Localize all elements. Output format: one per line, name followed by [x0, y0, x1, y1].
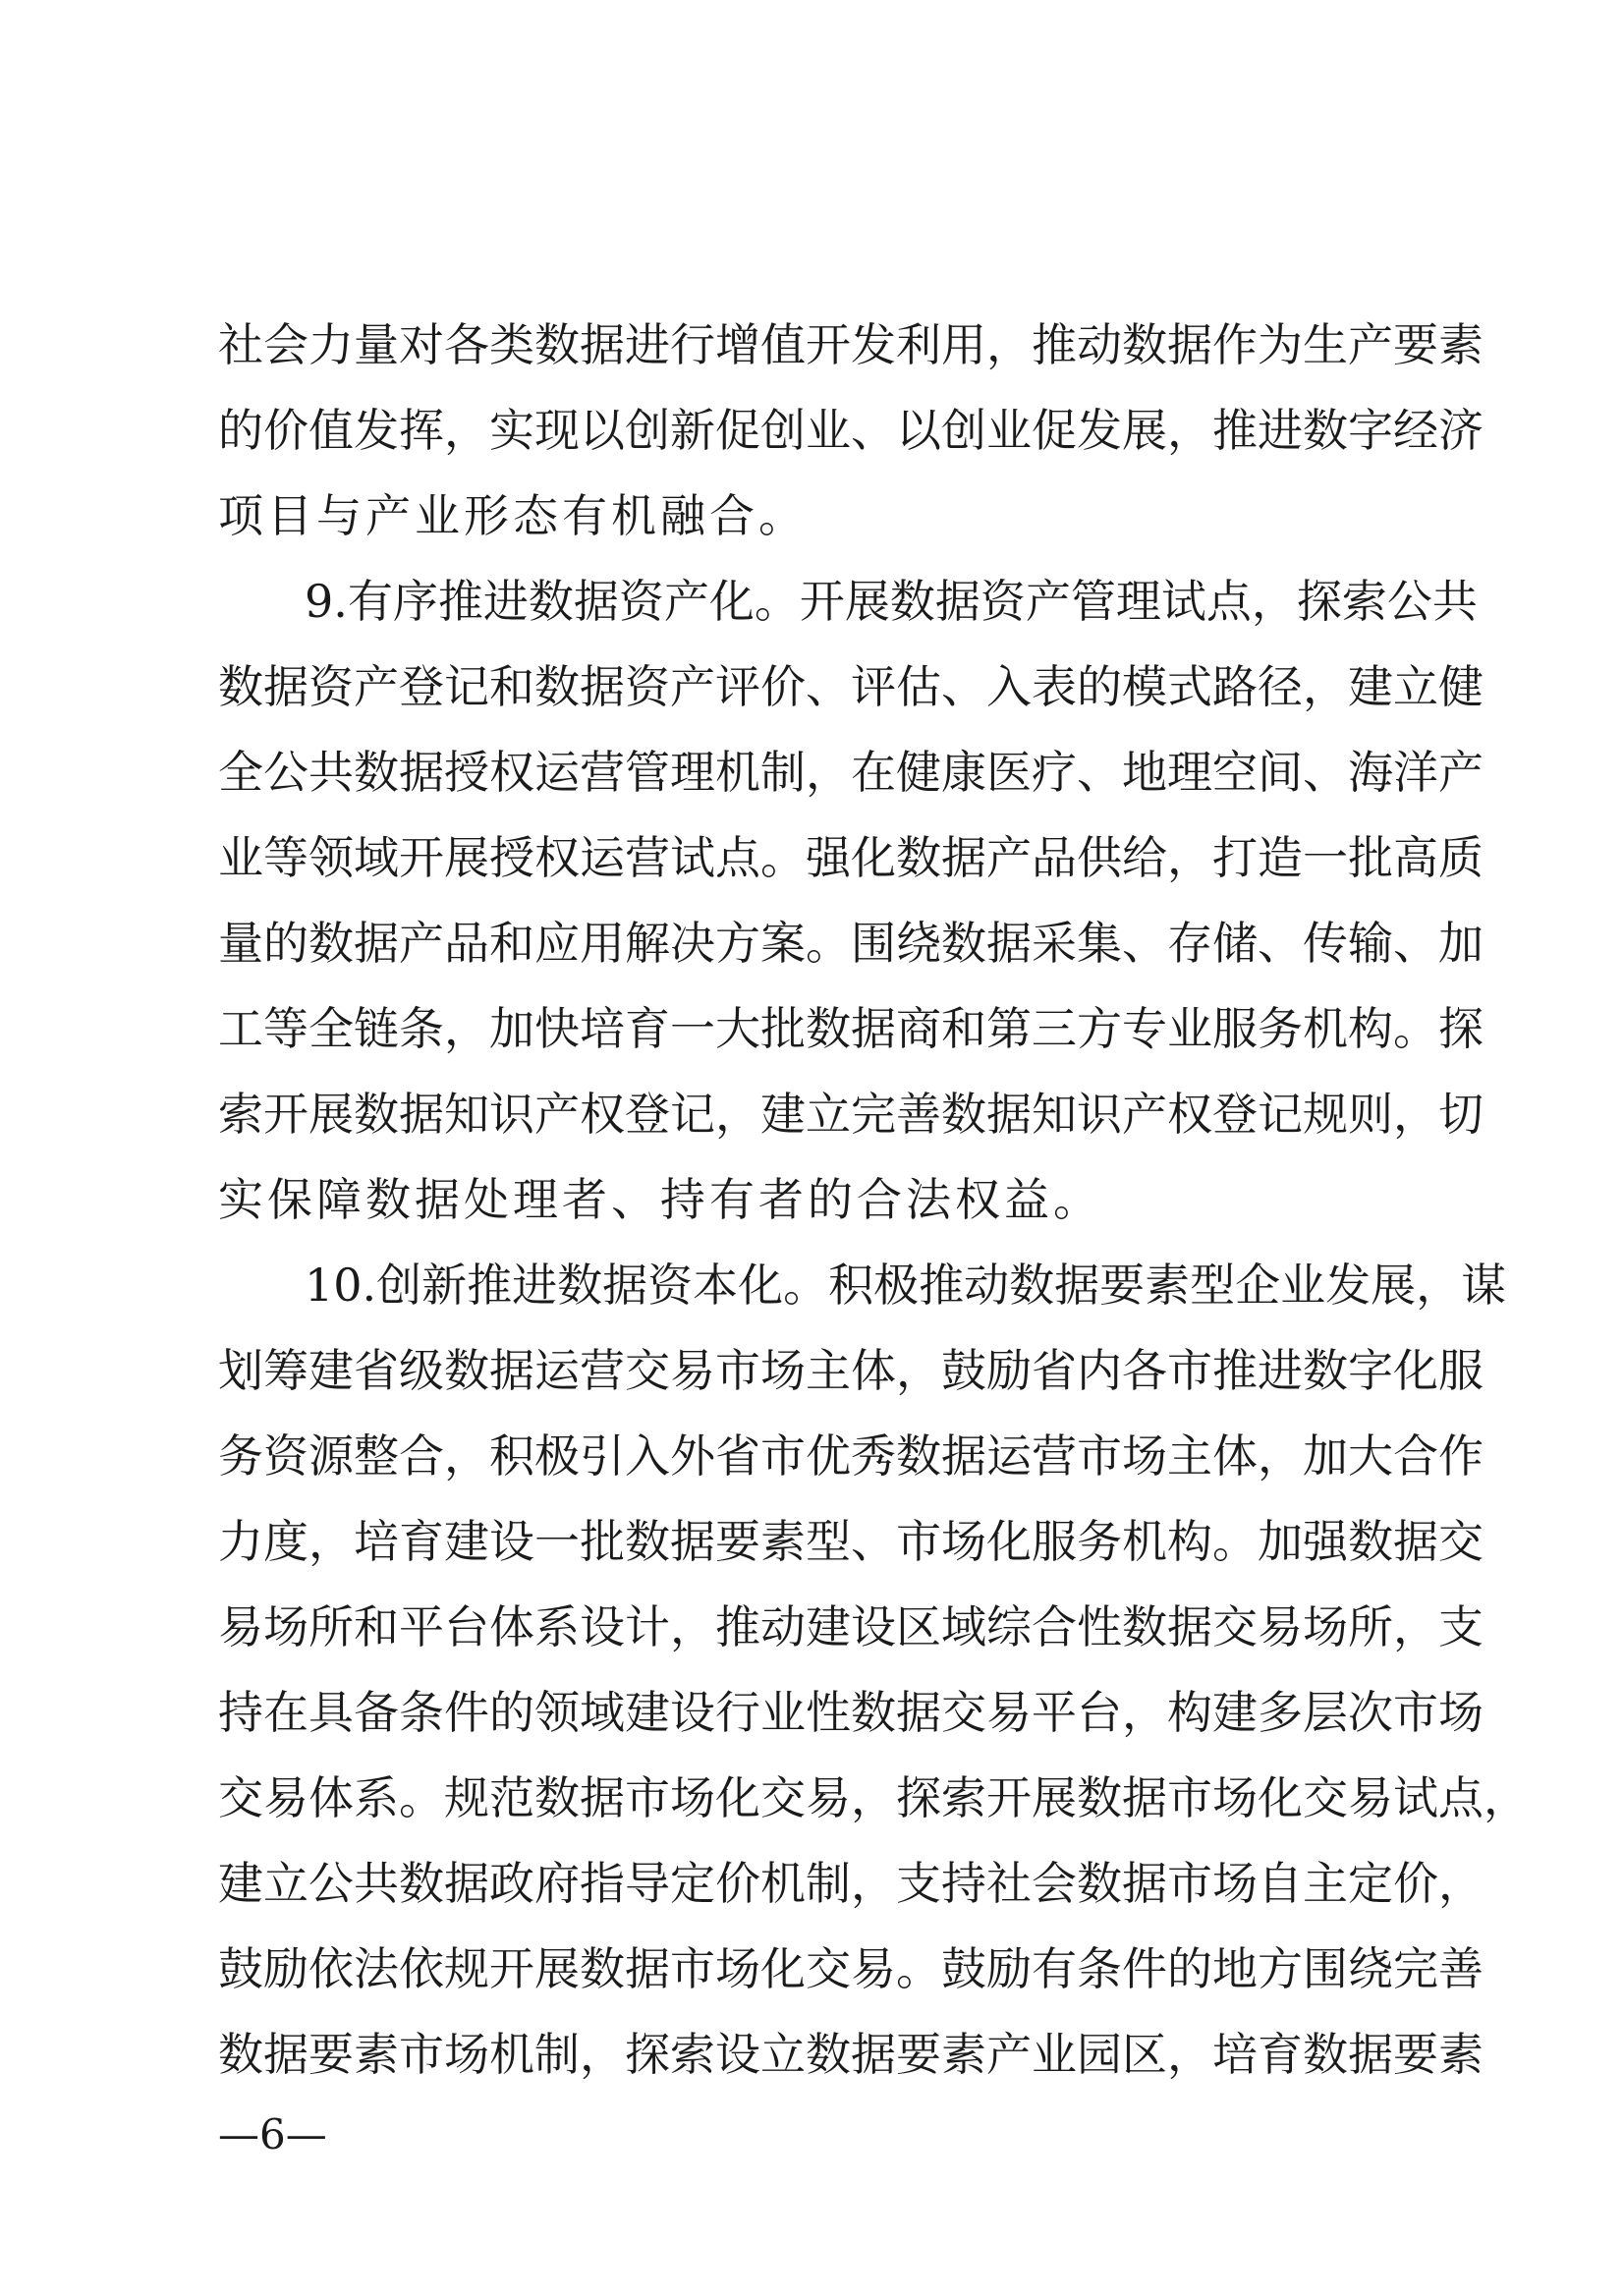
paragraph-line: 全公共数据授权运营管理机制，在健康医疗、地理空间、海洋产 — [218, 746, 1484, 799]
paragraph-line: 建立公共数据政府指导定价机制，支持社会数据市场自主定价， — [218, 1857, 1484, 1910]
paragraph-line: 力度，培育建设一批数据要素型、市场化服务机构。加强数据交 — [218, 1515, 1484, 1568]
paragraph-line: 项目与产业形态有机融合。 — [218, 489, 808, 542]
page-number: —6— — [218, 2110, 327, 2158]
paragraph-line: 鼓励依法依规开展数据市场化交易。鼓励有条件的地方围绕完善 — [218, 1942, 1484, 1995]
paragraph-line: 数据资产登记和数据资产评价、评估、入表的模式路径，建立健 — [218, 660, 1484, 713]
paragraph-line: 10.创新推进数据资本化。积极推动数据要素型企业发展，谋 — [305, 1259, 1507, 1312]
paragraph-line: 实保障数据处理者、持有者的合法权益。 — [218, 1173, 1102, 1226]
paragraph-line: 索开展数据知识产权登记，建立完善数据知识产权登记规则，切 — [218, 1088, 1484, 1141]
paragraph-line: 划筹建省级数据运营交易市场主体，鼓励省内各市推进数字化服 — [218, 1344, 1484, 1397]
paragraph-line: 交易体系。规范数据市场化交易，探索开展数据市场化交易试点， — [218, 1771, 1529, 1824]
paragraph-line: 易场所和平台体系设计，推动建设区域综合性数据交易场所，支 — [218, 1600, 1484, 1653]
paragraph-line: 持在具备条件的领域建设行业性数据交易平台，构建多层次市场 — [218, 1686, 1484, 1739]
paragraph-line: 业等领域开展授权运营试点。强化数据产品供给，打造一批高质 — [218, 831, 1484, 884]
paragraph-line: 的价值发挥，实现以创新促创业、以创业促发展，推进数字经济 — [218, 404, 1484, 457]
paragraph-line: 量的数据产品和应用解决方案。围绕数据采集、存储、传输、加 — [218, 917, 1484, 970]
paragraph-line: 社会力量对各类数据进行增值开发利用，推动数据作为生产要素 — [218, 318, 1484, 371]
paragraph-line: 数据要素市场机制，探索设立数据要素产业园区，培育数据要素 — [218, 2028, 1484, 2081]
paragraph-line: 9.有序推进数据资产化。开展数据资产管理试点，探索公共 — [305, 575, 1478, 628]
paragraph-line: 务资源整合，积极引入外省市优秀数据运营市场主体，加大合作 — [218, 1429, 1484, 1483]
body-text — [218, 303, 1529, 2098]
paragraph-line: 工等全链条，加快培育一大批数据商和第三方专业服务机构。探 — [218, 1002, 1484, 1055]
